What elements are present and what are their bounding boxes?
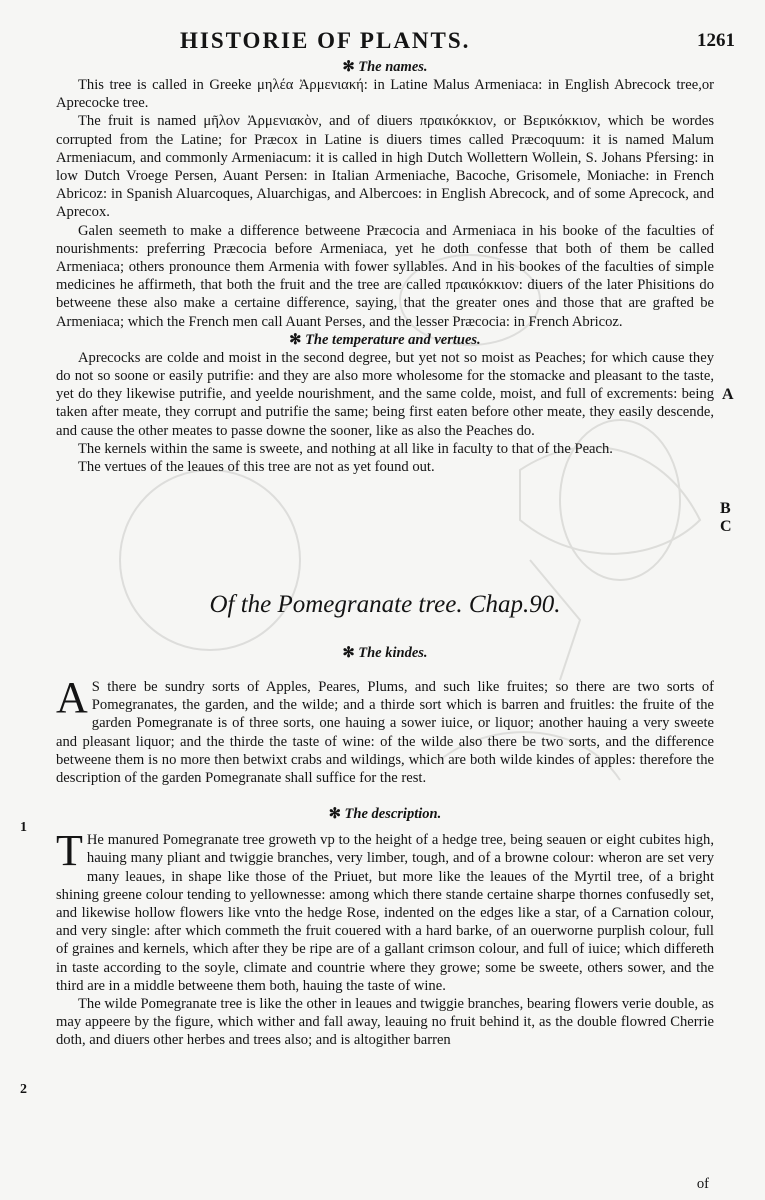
rubric-kindes: ✻ The kindes.	[342, 645, 428, 661]
description-paragraph-1: T He manured Pomegranate tree groweth vp to the height of a hedge tree, being seauen or eight cubites high, hauing many pliant and twiggie branches, very limber, tough, and of a browne colour: wheron are set very many leaues, in shape like those of the Priuet, but more like the leaues of the Myrtil tree, of a bright shining greene colour tending to yellownesse: among which there stande certaine sharpe thornes confusedly set, and likewise hollow flowers like vnto the hedge Rose, indented on the edges like a star, of a Carnation colour, and very single: after which commeth the fruit couered with a hard barke, of an ouerworne purplish colour, full of graines and kernels, which after they be ripe are of a gallant crimson colour, and full of iuice; which differeth in taste according to the soyle, climate and countrie where they growe; some be sweete, others sower, and the third are in a middle betweene them both, hauing the taste of wine.	[56, 826, 714, 994]
temperature-paragraph-3: The vertues of the leaues of this tree are not as yet found out.	[78, 459, 435, 476]
pomegranate-section	[56, 644, 714, 1050]
running-header	[180, 28, 735, 58]
running-title: HISTORIE OF PLANTS.	[180, 28, 471, 53]
names-paragraph-2: The fruit is named μῆλον Ἀρμενιακὸν, and of diuers πραικόκκιον, or Βερικόκκιον, which be wordes corrupted from the Latine; for Præcox in Latine is diuers times called Præcoquum: it is named Malum Armeniacum, and commonly Armeniacum: it is called in high Dutch Wollettern Wollein, S. Johans Pfersing: in low Dutch Vroege Persen, Auant Persen: in Italian Armeniache, Bacoche, Grisomele, Moniache: in French Abricoz: in Spanish Aluarcoques, Aluarchigas, and Albercoes: in English Abrecock, and of some Aprecock, and Aprecox.	[56, 113, 714, 221]
item-number-2: 2	[20, 1082, 27, 1097]
names-paragraph-3: Galen seemeth to make a difference betweene Præcocia and Armeniaca in his booke of the faculties of nourishments: preferring Præcocia before Armeniaca, yet he doth confesse that both of them be called Armeniaca; others pronounce them Armenia with fower syllables. And in his bookes of the faculties of simple medicines he affirmeth, that both the fruit and the tree are called πραικόκκιον: diuers of the later Phisitions do betweene these also make a certaine difference, saying, that the greater ones and those that are grafted be Armeniaca; which the French men call Auant Perses, and the lesser Præcocia: in French Abricoz.	[56, 222, 714, 330]
names-paragraph-1: This tree is called in Greeke μηλέα Ἀρμενιακή: in Latine Malus Armeniaca: in English Abrecock tree,or Aprecocke tree.	[56, 77, 714, 112]
drop-cap-t: T	[56, 826, 83, 876]
page-number: 1261	[697, 30, 735, 51]
temperature-paragraph-2: The kernels within the same is sweete, and nothing at all like in faculty to that of the Peach.	[78, 440, 613, 457]
temperature-paragraph-1: Aprecocks are colde and moist in the second degree, but yet not so moist as Peaches; for which cause they do not so soone or easily putrifie: and they are also more wholesome for the stomacke and pleasant to the taste, yet do they likewise putrifie, and yeelde nourishment, and the same colde, moist, and full of excrements: being taken after meate, they corrupt and putrifie the same; being first eaten before other meate, they easily descende, and cause the other meates to passe downe the sooner, like as also the Peaches do.	[56, 349, 714, 439]
rubric-names: ✻ The names.	[342, 59, 428, 75]
rubric-temperature: ✻ The temperature and vertues.	[289, 331, 481, 348]
item-number-1: 1	[20, 820, 27, 835]
chapter-title: Of the Pomegranate tree. Chap.90.	[209, 591, 561, 618]
margin-letter-a: A	[722, 386, 734, 403]
kindes-paragraph: A S there be sundry sorts of Apples, Peares, Plums, and such like fruites; so there are two sorts of Pomegranates, the garden, and the wilde; and a thirde sort which is barren and fruitles: the fruite of the garden Pomegranate is of three sorts, one hauing a sower iuice, or liquor; another hauing a very sweete and pleasant liquor; and the thirde the taste of wine: of the wilde also there be two sorts, and the difference betweene them is no more then betwixt crabs and wildings, which are both wilde kindes of apples: therefore the description of the garden Pomegranate shall suffice for the rest.	[56, 673, 714, 787]
drop-cap-a: A	[56, 673, 88, 722]
apricot-section	[56, 58, 714, 476]
catchword: of	[696, 1176, 709, 1192]
description-paragraph-2: The wilde Pomegranate tree is like the other in leaues and twiggie branches, bearing flowers verie double, as may appeere by the figure, which wither and fall away, leauing no fruit behind it, as the double flowred Cherrie doth, and diuers other herbes and trees also; and is altogither barren	[56, 996, 714, 1049]
margin-letter-c: C	[720, 518, 732, 535]
rubric-description: ✻ The description.	[328, 806, 442, 823]
margin-letter-b: B	[720, 500, 731, 517]
